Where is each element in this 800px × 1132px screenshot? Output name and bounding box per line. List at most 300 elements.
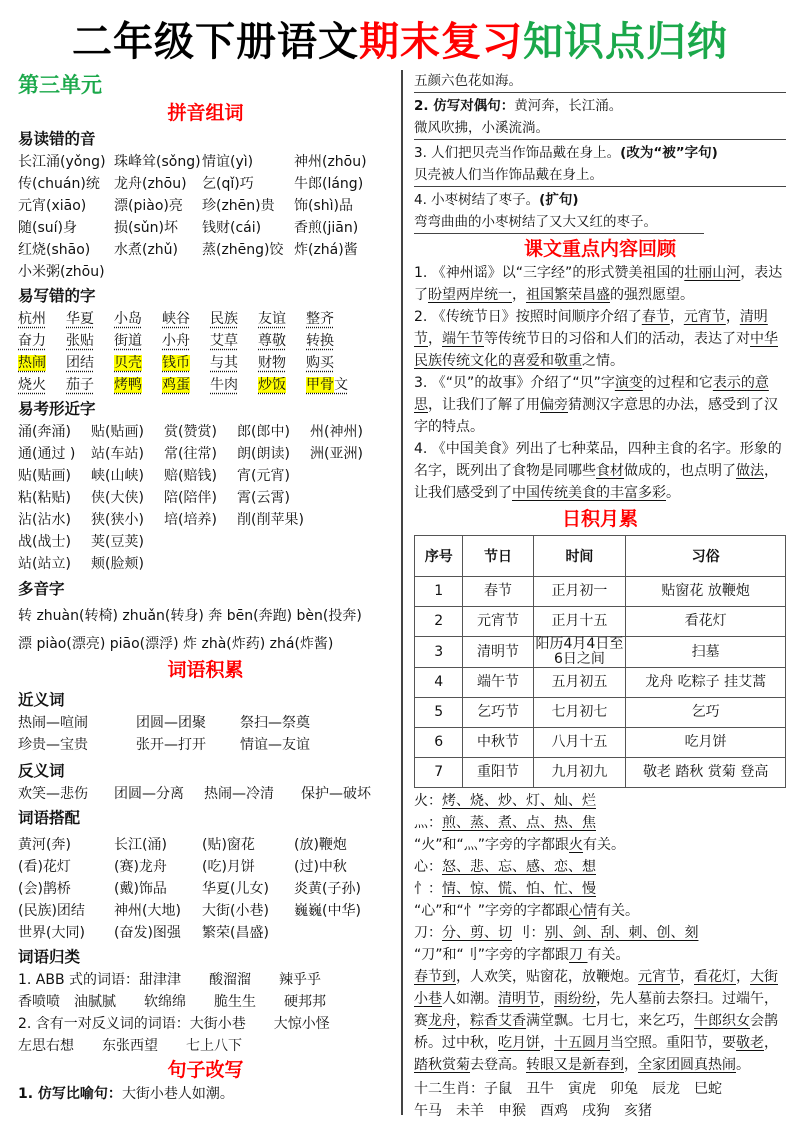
radical-line: [414, 856, 786, 878]
text-segment: 的强烈愿望。: [610, 287, 694, 303]
xingjin-item: [164, 553, 237, 575]
subheading-guilei: 词语归类: [18, 948, 81, 966]
xingjin-item: 通(通过 ): [18, 446, 76, 462]
radical-note: “心”和“忄”字旁的字都跟: [414, 903, 570, 919]
radical-note-key: 心情: [569, 903, 598, 919]
radical-label: 心：: [414, 859, 442, 875]
table-cell: 4: [415, 668, 463, 698]
yixie-item: [18, 352, 66, 374]
juzi-4-label: (扩句): [539, 192, 579, 208]
juzi-4-answer: 弯弯曲曲的小枣树结了又大又红的枣子。: [414, 211, 704, 234]
table-cell: 6: [415, 728, 463, 758]
yixie-item: 艾草: [210, 333, 238, 349]
juzi-3-text: 3. 人们把贝壳当作饰品戴在身上。: [414, 145, 621, 161]
shengxiao-line-2: 午马 未羊 申猴 酉鸡 戌狗 亥猪: [414, 1103, 652, 1119]
table-cell: 3: [415, 637, 463, 668]
yixie-item: 峡谷: [162, 311, 190, 327]
key-phrase: 表示的意思: [414, 375, 769, 413]
highlighted-word: 热闹: [18, 355, 46, 371]
table-cell: 看花灯: [626, 607, 786, 637]
dapei-item: (吃)月饼: [202, 859, 255, 875]
radical-note: 有关。: [597, 903, 640, 919]
shengxiao-line-1: 十二生肖：子鼠 丑牛 寅虎 卯兔 辰龙 巳蛇: [414, 1081, 722, 1097]
yidu-item: 钱财(cái): [202, 220, 262, 236]
radical-label: 灬：: [414, 815, 442, 831]
xingjin-item: 洲(亚洲): [310, 446, 363, 462]
key-phrase: 清明节: [498, 991, 540, 1007]
text-segment: ，人欢笑，贴窗花，放鞭炮。: [456, 969, 638, 985]
radical-note-key: 刀: [569, 947, 588, 963]
juzi-2-answer: 微风吹拂，小溪流淌。: [414, 117, 786, 140]
xingjin-item: 狭(狭小): [91, 512, 144, 528]
table-cell: 七月初七: [533, 698, 626, 728]
yidu-item: 情谊(yì): [202, 154, 254, 170]
title-part-1: 二年级下册语文: [72, 19, 359, 65]
fanyi-item: 团圆—分离: [114, 786, 184, 802]
table-cell: 阳历4月4日至6日之间: [533, 637, 626, 668]
juzi-1-label: 1. 仿写比喻句：: [18, 1086, 122, 1102]
table-cell: 元宵节: [463, 607, 533, 637]
table-header: 节日: [463, 536, 533, 577]
xingjin-item: 站(站立): [18, 556, 71, 572]
radical-note-key: 火: [569, 837, 584, 853]
key-phrase: 转眼又是新春到: [526, 1057, 624, 1073]
dapei-item: [294, 922, 394, 944]
xingjin-item: 战(战士): [18, 534, 71, 550]
yidu-item: 元宵(xiāo): [18, 198, 87, 214]
text-segment: ，表达了: [414, 265, 783, 303]
table-cell: 重阳节: [463, 758, 533, 788]
yixie-item: 烧火: [18, 377, 46, 393]
table-cell: 5: [415, 698, 463, 728]
dapei-item: 华夏(儿女): [202, 881, 269, 897]
section-juzi: 句子改写: [167, 1059, 244, 1081]
text-segment: ，: [456, 1013, 470, 1029]
jinyi-item: 张开—打开: [136, 737, 206, 753]
key-phrase: 吃月饼: [498, 1035, 540, 1051]
table-cell: 五月初五: [533, 668, 626, 698]
text-segment: 4. 《中国美食》列出了七种菜品，四种主食的名字。形象的名字，既列出了食物是同哪些: [414, 441, 782, 479]
yixie-item: 街道: [114, 333, 142, 349]
juzi-3-label: (改为“被”字句): [620, 145, 718, 161]
key-phrase: 祖国繁荣昌盛: [526, 287, 610, 303]
dapei-item: (会)鹊桥: [18, 881, 71, 897]
yidu-item: 神州(zhōu): [294, 154, 367, 170]
juzi-1-text: 大街小巷人如潮。: [121, 1086, 234, 1102]
key-phrase: 看花灯: [694, 969, 736, 985]
yidu-item: 龙舟(zhōu): [114, 176, 187, 192]
yixie-item: 小岛: [114, 311, 142, 327]
table-row: [415, 607, 786, 637]
yidu-item: 漂(piào)亮: [114, 198, 183, 214]
dapei-item: (放)鞭炮: [294, 837, 347, 853]
xingjin-item: 贴(贴画): [18, 468, 71, 484]
xingjin-item: [310, 487, 400, 509]
jinyi-list: [18, 712, 393, 756]
table-row: [415, 668, 786, 698]
juzi-2-text: 黄河奔，长江涌。: [514, 98, 623, 114]
highlighted-word: 烤鸭: [114, 377, 142, 393]
jinyi-item: 情谊—友谊: [240, 737, 310, 753]
yidu-item: 饰(shì)品: [294, 198, 353, 214]
xingjin-item: [164, 531, 237, 553]
key-phrase: 春节: [641, 309, 670, 325]
radical-line: [414, 878, 786, 900]
text-segment: ，让我们感受到了: [414, 463, 778, 501]
duoyin-line-1: 转 zhuàn(转椅) zhuǎn(转身) 奔 bēn(奔跑) bèn(投奔): [18, 608, 362, 624]
text-segment: 会鹊桥。过中秋，: [414, 1013, 778, 1051]
yixie-item: 转换: [306, 333, 334, 349]
radical-note: “刀”和“刂”字旁的字都跟: [414, 947, 570, 963]
key-phrase: 做法: [736, 463, 764, 479]
table-cell: 中秋节: [463, 728, 533, 758]
table-header: 习俗: [626, 536, 786, 577]
dapei-list: [18, 834, 393, 944]
key-phrase: 元宵节: [683, 309, 726, 325]
xingjin-item: 沾(沾水): [18, 512, 71, 528]
dapei-item: 大街(小巷): [202, 903, 269, 919]
yixie-item: 茄子: [66, 377, 94, 393]
text-segment: ，: [540, 991, 554, 1007]
unit-heading: 第三单元: [18, 73, 102, 97]
yixie-item: 与其: [210, 355, 238, 371]
yixie-item: [114, 352, 162, 374]
table-row: [415, 577, 786, 607]
xingjin-list: [18, 421, 393, 575]
table-cell: 扫墓: [626, 637, 786, 668]
yidu-item: 水煮(zhǔ): [114, 242, 179, 258]
table-row: [415, 637, 786, 668]
subheading-yidu: 易读错的音: [18, 130, 96, 148]
radical-chars: 情、惊、慌、怕、忙、慢: [442, 881, 596, 897]
table-row: [415, 728, 786, 758]
key-phrase: 牛郎织女: [694, 1013, 750, 1029]
dapei-item: 黄河(奔): [18, 837, 71, 853]
key-phrase: 食材: [596, 463, 624, 479]
guilei-line-4: 左思右想 东张西望 七上八下: [18, 1038, 242, 1054]
highlighted-word: 鸡蛋: [162, 377, 190, 393]
subheading-fanyi: 反义词: [18, 762, 65, 780]
key-phrase: 大街小巷: [414, 969, 778, 1007]
key-phrase: 演变: [614, 375, 643, 391]
table-row: [415, 758, 786, 788]
section-kewen: 课文重点内容回顾: [523, 238, 676, 260]
xingjin-item: [310, 531, 400, 553]
yixie-item: 友谊: [258, 311, 286, 327]
xingjin-item: 涌(奔涌): [18, 424, 71, 440]
guilei-line-1: 1. ABB 式的词语：甜津津 酸溜溜 辣乎乎: [18, 972, 322, 988]
yidu-item: 传(chuán)统: [18, 176, 100, 192]
yixie-item: 牛肉: [210, 377, 238, 393]
yidu-item: 珍(zhēn)贵: [202, 198, 275, 214]
yidu-item: 乞(qǐ)巧: [202, 176, 254, 192]
table-header: 序号: [415, 536, 463, 577]
highlighted-word: 贝壳: [114, 355, 142, 371]
fanyi-item: 保护—破坏: [301, 786, 371, 802]
fanyi-item: 欢笑—悲伤: [18, 786, 88, 802]
radical-label: 刀：: [414, 925, 442, 941]
dapei-item: (民族)团结: [18, 903, 85, 919]
table-cell: 乞巧: [626, 698, 786, 728]
radical-line: [414, 790, 786, 812]
jinyi-item: 团圆—团聚: [136, 715, 206, 731]
radical-chars: 别、剑、刮、刺、创、刻: [544, 925, 699, 941]
xingjin-item: 赔(赔钱): [164, 468, 217, 484]
radical-line: [414, 944, 786, 966]
dapei-item: (贴)窗花: [202, 837, 255, 853]
text-segment: 之情。: [582, 353, 624, 369]
xingjin-item: 贴(贴画): [91, 424, 144, 440]
text-segment: 。: [736, 1057, 750, 1073]
yixie-item: 张贴: [66, 333, 94, 349]
xingjin-item: 霄(云霄): [237, 490, 290, 506]
guilei-line-3: 2. 含有一对反义词的词语：大街小巷 大惊小怪: [18, 1016, 330, 1032]
xingjin-item: [310, 509, 400, 531]
xingjin-item: 培(培养): [164, 512, 217, 528]
xingjin-item: [310, 553, 400, 575]
table-cell: 乞巧节: [463, 698, 533, 728]
key-phrase: 壮丽山河: [684, 265, 741, 281]
yixie-item: 民族: [210, 311, 238, 327]
subheading-dapei: 词语搭配: [18, 809, 81, 827]
column-divider: [401, 70, 403, 1115]
section-pinyin: 拼音组词: [167, 102, 244, 124]
table-cell: 2: [415, 607, 463, 637]
dapei-item: 世界(大同): [18, 925, 85, 941]
table-cell: 端午节: [463, 668, 533, 698]
text-segment: 。: [666, 485, 680, 501]
radical-note: 有关。: [583, 837, 626, 853]
juzi-2-label: 2. 仿写对偶句：: [414, 98, 515, 114]
text-segment: ，: [725, 309, 740, 325]
radical-note: “火”和“灬”字旁的字都跟: [414, 837, 570, 853]
table-cell: 贴窗花 放鞭炮: [626, 577, 786, 607]
table-cell: 7: [415, 758, 463, 788]
xingjin-item: 陪(陪伴): [164, 490, 217, 506]
yixie-item: 华夏: [66, 311, 94, 327]
dapei-item: (看)花灯: [18, 859, 71, 875]
xingjin-item: 颊(脸颊): [91, 556, 144, 572]
xingjin-item: 朗(朗读): [237, 446, 290, 462]
text-segment: ，: [540, 1035, 554, 1051]
table-cell: 正月十五: [533, 607, 626, 637]
xingjin-item: [237, 553, 310, 575]
text-segment: ，: [736, 969, 750, 985]
xingjin-item: 州(神州): [310, 424, 363, 440]
yixie-item: 尊敬: [258, 333, 286, 349]
key-phrase: 元宵节: [638, 969, 680, 985]
key-phrase: 雨纷纷: [554, 991, 596, 1007]
key-phrase: 粽香艾香: [470, 1013, 526, 1029]
kewen-paragraph: [414, 306, 786, 372]
dapei-item: (赛)龙舟: [114, 859, 167, 875]
kewen-paragraph: [414, 438, 786, 504]
yixie-item: 团结: [66, 355, 94, 371]
xingjin-item: 站(车站): [91, 446, 144, 462]
table-cell: 清明节: [463, 637, 533, 668]
text-segment: ，: [669, 309, 684, 325]
xingjin-item: 峡(山峡): [91, 468, 144, 484]
yixie-item: 小舟: [162, 333, 190, 349]
text-segment: ，: [680, 969, 694, 985]
title-part-3: 知识点归纳: [523, 19, 728, 65]
yixie-item: [114, 374, 162, 396]
subheading-yixie: 易写错的字: [18, 287, 96, 305]
juzi-3-answer: 贝壳被人们当作饰品戴在身上。: [414, 164, 786, 187]
text-segment: ，让我们了解了用: [428, 397, 540, 413]
yidu-item: 珠峰耸(sǒng): [114, 154, 201, 170]
highlighted-word: 钱币: [162, 355, 190, 371]
section-riji: 日积月累: [561, 508, 638, 530]
xingjin-item: 削(削苹果): [237, 512, 304, 528]
radical-chars: 煎、蒸、煮、点、热、焦: [442, 815, 596, 831]
yidu-item: 红烧(shāo): [18, 242, 91, 258]
yidu-item: 长江涌(yǒng): [18, 154, 106, 170]
key-phrase: 全家团圆真热闹: [638, 1057, 736, 1073]
kewen-paragraph: [414, 262, 786, 306]
key-phrase: 踏秋赏菊: [414, 1057, 470, 1073]
yixie-item: [258, 374, 306, 396]
dapei-item: 神州(大地): [114, 903, 181, 919]
text-segment: 人如潮。: [442, 991, 498, 1007]
radical-line: [414, 900, 786, 922]
radical-chars: 分、剪、切: [442, 925, 512, 941]
yixie-item: [162, 374, 210, 396]
dapei-item: 巍巍(中华): [294, 903, 361, 919]
subheading-xingjin: 易考形近字: [18, 400, 96, 418]
yidu-item: 小米粥(zhōu): [18, 264, 105, 280]
text-segment: 去登高。: [470, 1057, 526, 1073]
xingjin-item: 赏(赞赏): [164, 424, 217, 440]
subheading-jinyi: 近义词: [18, 691, 65, 709]
highlighted-word: 炒饭: [258, 377, 286, 393]
dapei-item: (戴)饰品: [114, 881, 167, 897]
dapei-item: (过)中秋: [294, 859, 347, 875]
key-phrase: 春节到: [414, 969, 456, 985]
text-segment: 猜测汉字意思的办法，感受到了汉字的特点。: [414, 397, 778, 435]
juzi-1-answer: 五颜六色花如海。: [414, 70, 786, 93]
jinyi-item: 珍贵—宝贵: [18, 737, 88, 753]
table-cell: 龙舟 吃粽子 挂艾蒿: [626, 668, 786, 698]
table-header: 时间: [533, 536, 626, 577]
key-phrase: 敬老: [736, 1035, 764, 1051]
yidu-item: 随(suí)身: [18, 220, 77, 236]
xingjin-item: 宵(元宵): [237, 468, 290, 484]
xingjin-item: 荚(豆荚): [91, 534, 144, 550]
key-phrase: 中国传统美食的丰富多彩: [512, 485, 666, 501]
yixie-list: [18, 308, 393, 396]
radical-chars: 烤、烧、炒、灯、灿、烂: [442, 793, 596, 809]
key-phrase: 十五圆月: [554, 1035, 610, 1051]
text-segment: ，先人墓前去祭扫。过端午，赛: [414, 991, 778, 1029]
radical-line: [414, 834, 786, 856]
festival-table: [414, 535, 786, 788]
table-cell: 敬老 踏秋 赏菊 登高: [626, 758, 786, 788]
fanyi-item: 热闹—冷清: [204, 786, 274, 802]
xingjin-item: 常(往常): [164, 446, 217, 462]
key-phrase: 端午节: [442, 331, 484, 347]
text-segment: ，: [512, 287, 526, 303]
dapei-item: 炎黄(子孙): [294, 881, 361, 897]
yixie-item: [162, 352, 210, 374]
page-title: [0, 18, 800, 66]
dapei-item: 长江(涌): [114, 837, 167, 853]
table-cell: 1: [415, 577, 463, 607]
right-column: [414, 70, 786, 1122]
text-segment: 满堂飘。七月七，来乞巧，: [526, 1013, 694, 1029]
yixie-item: 杭州: [18, 311, 46, 327]
text-segment: ，: [428, 331, 442, 347]
text-segment: ，: [624, 1057, 638, 1073]
table-cell: 八月十五: [533, 728, 626, 758]
guilei-line-2: 香喷喷 油腻腻 软绵绵 脆生生 硬邦邦: [18, 994, 326, 1010]
table-row: [415, 698, 786, 728]
key-phrase: 清明节: [414, 309, 768, 347]
xingjin-item: 郎(郎中): [237, 424, 290, 440]
text-segment: 等传统节日的习俗和人们的活动，表达了对: [484, 331, 750, 347]
radical-line: [414, 922, 786, 944]
dapei-item: 繁荣(昌盛): [202, 925, 269, 941]
key-phrase: 偏旁: [540, 397, 568, 413]
yixie-item: 整齐: [306, 311, 334, 327]
yidu-item: 炸(zhá)酱: [294, 242, 358, 258]
subheading-duoyin: 多音字: [18, 580, 65, 598]
left-column: [18, 70, 393, 1105]
dapei-item: (奋发)图强: [114, 925, 181, 941]
yixie-item: 购买: [306, 355, 334, 371]
kewen-list: [414, 262, 786, 504]
yixie-item: 奋力: [18, 333, 46, 349]
xingjin-item: 侠(大侠): [91, 490, 144, 506]
table-cell: 春节: [463, 577, 533, 607]
title-part-2: 期末复习: [359, 19, 523, 65]
text-segment: ，: [764, 1035, 778, 1051]
highlighted-word: 甲骨: [306, 377, 334, 393]
text-segment: 3. 《“贝”的故事》介绍了“贝”字: [414, 375, 615, 391]
festival-song: [414, 966, 786, 1076]
text-segment: 当空照。重阳节，要: [610, 1035, 736, 1051]
yixie-item: 甲骨文: [306, 377, 348, 393]
radical-line: [414, 812, 786, 834]
text-segment: 的过程和它: [642, 375, 713, 391]
jinyi-item: 祭扫—祭奠: [240, 715, 310, 731]
yixie-item: 财物: [258, 355, 286, 371]
text-segment: 做成的，也点明了: [624, 463, 736, 479]
yidu-list: [18, 151, 393, 283]
text-segment: 2. 《传统节日》按照时间顺序介绍了: [414, 309, 642, 325]
yidu-item: 香煎(jiān): [294, 220, 359, 236]
radical-note: 有关。: [587, 947, 630, 963]
key-phrase: 中华民族传统文化的喜爱和敬重: [414, 331, 778, 369]
fanyi-list: [18, 783, 393, 805]
section-ciyu: 词语积累: [167, 659, 244, 681]
table-cell: 九月初九: [533, 758, 626, 788]
jinyi-item: 热闹—喧闹: [18, 715, 88, 731]
key-phrase: 龙舟: [428, 1013, 456, 1029]
yidu-item: 牛郎(láng): [294, 176, 364, 192]
juzi-4-text: 4. 小枣树结了枣子。: [414, 192, 540, 208]
table-cell: 正月初一: [533, 577, 626, 607]
text-segment: 1. 《神州谣》以“三字经”的形式赞美祖国的: [414, 265, 685, 281]
xingjin-item: [237, 531, 310, 553]
table-cell: 吃月饼: [626, 728, 786, 758]
kewen-paragraph: [414, 372, 786, 438]
radical-list: [414, 790, 786, 966]
radical-label: 忄：: [414, 881, 442, 897]
radical-label: 刂：: [512, 925, 545, 941]
xingjin-item: [310, 465, 400, 487]
duoyin-line-2: 漂 piào(漂亮) piāo(漂浮) 炸 zhà(炸药) zhá(炸酱): [18, 636, 334, 652]
